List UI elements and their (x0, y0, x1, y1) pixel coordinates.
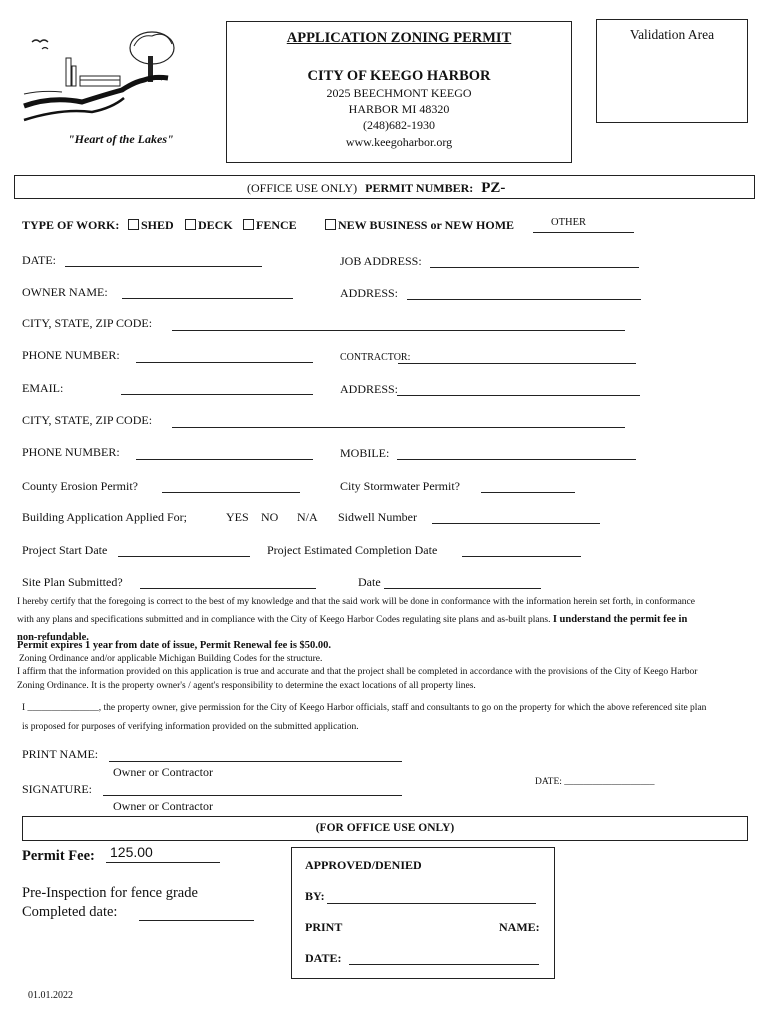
site-date-input[interactable] (384, 588, 541, 589)
affirmation-text: I affirm that the information provided on this application is true and accurate and that the project shall be completed in accordance with the provisions of the City of Keego Harbor Zoning Ordinance. It is the property owner's / agent's responsibility to determine the exact locations of all property lines. (17, 667, 698, 691)
contractor-phone-label: PHONE NUMBER: (22, 445, 120, 459)
contractor-label: CONTRACTOR: (340, 352, 411, 363)
option-shed[interactable]: SHED (128, 218, 174, 233)
city-address-line2: HARBOR MI 48320 (348, 102, 450, 116)
project-completion-input[interactable] (462, 556, 581, 557)
shed-checkbox[interactable] (128, 219, 139, 230)
project-completion-label: Project Estimated Completion Date (267, 543, 438, 557)
building-app-yes[interactable]: YES (226, 510, 249, 524)
city-address-line1: 2025 BEECHMONT KEEGO (326, 86, 472, 100)
validation-area (596, 19, 748, 123)
contractor-phone-input[interactable] (136, 459, 313, 460)
option-fence[interactable]: FENCE (243, 218, 297, 233)
project-start-label: Project Start Date (22, 543, 108, 557)
mobile-input[interactable] (397, 459, 636, 460)
option-other: OTHER (551, 217, 586, 228)
approved-date-input[interactable] (349, 964, 539, 965)
option-new-business-home[interactable]: NEW BUSINESS or NEW HOME (325, 218, 514, 233)
date-input[interactable] (65, 266, 262, 267)
completed-date-label: Completed date: (22, 904, 118, 920)
pre-inspection-label: Pre-Inspection for fence grade (22, 885, 198, 901)
building-app-label: Building Application Applied For; (22, 510, 187, 524)
permit-fee-value[interactable]: 125.00 (110, 844, 153, 860)
address-label: ADDRESS: (340, 286, 399, 300)
deck-checkbox[interactable] (185, 219, 196, 230)
signature-date[interactable]: DATE: ___________________ (535, 777, 655, 787)
print-name-caption: Owner or Contractor (113, 765, 213, 779)
site-plan-input[interactable] (140, 588, 316, 589)
approved-by-input[interactable] (327, 903, 536, 904)
print-name-input[interactable] (109, 761, 402, 762)
signature-caption: Owner or Contractor (113, 799, 213, 813)
email-label: EMAIL: (22, 381, 64, 395)
form-version: 01.01.2022 (28, 990, 73, 1001)
approved-by-label: BY: (305, 889, 325, 903)
phone-number-input[interactable] (136, 362, 313, 363)
non-refundable-notice: I understand the permit fee in non-refundable. (17, 614, 688, 643)
county-erosion-input[interactable] (162, 492, 300, 493)
city-phone: (248)682-1930 (363, 118, 435, 132)
city-state-zip-input[interactable] (172, 330, 625, 331)
permit-number-bar (14, 175, 755, 199)
approved-date-label: DATE: (305, 951, 342, 965)
signature-input[interactable] (103, 795, 402, 796)
city-name: CITY OF KEEGO HARBOR (307, 68, 491, 84)
header-title-box (226, 21, 572, 163)
county-erosion-label: County Erosion Permit? (22, 479, 138, 493)
city-website: www.keegoharbor.org (345, 135, 453, 149)
office-use-bar (22, 816, 748, 841)
new-business-checkbox[interactable] (325, 219, 336, 230)
office-use-title: (FOR OFFICE USE ONLY) (315, 822, 455, 834)
permit-fee-line (106, 862, 220, 863)
site-plan-label: Site Plan Submitted? (22, 575, 123, 589)
site-date-label: Date (358, 575, 381, 589)
permission-text: I _______________, the property owner, give permission for the City of Keego Harbor officials, staff and consultants to go on the property for which the above referenced site plan is proposed for purposes of verifying information provided on the submitted application. (22, 703, 707, 732)
permit-number-row (247, 179, 505, 197)
contractor-address-input[interactable] (397, 395, 640, 396)
approved-name-label: NAME: (499, 920, 540, 934)
job-address-label: JOB ADDRESS: (340, 254, 422, 268)
permit-number-label: PERMIT NUMBER: (365, 181, 474, 195)
signature-label: SIGNATURE: (22, 782, 93, 796)
building-app-na[interactable]: N/A (297, 510, 318, 524)
approval-box (291, 847, 555, 979)
zoning-ordinance-note: Zoning Ordinance and/or applicable Michigan Building Codes for the structure. (19, 654, 323, 664)
validation-label: Validation Area (629, 27, 715, 42)
permit-number-prefix[interactable]: PZ- (481, 180, 506, 196)
approved-print-label: PRINT (305, 920, 343, 934)
phone-number-label: PHONE NUMBER: (22, 348, 120, 362)
print-name-label: PRINT NAME: (22, 747, 99, 761)
contractor-input[interactable] (398, 363, 636, 364)
owner-name-label: OWNER NAME: (22, 285, 108, 299)
form-title: APPLICATION ZONING PERMIT (286, 30, 512, 46)
other-line[interactable] (533, 232, 634, 233)
contractor-city-state-zip-label: CITY, STATE, ZIP CODE: (22, 413, 153, 427)
city-state-zip-label: CITY, STATE, ZIP CODE: (22, 316, 153, 330)
sidwell-input[interactable] (432, 523, 600, 524)
city-stormwater-label: City Stormwater Permit? (340, 479, 460, 493)
city-logo (22, 24, 202, 134)
contractor-city-state-zip-input[interactable] (172, 427, 625, 428)
option-deck[interactable]: DECK (185, 218, 233, 233)
completed-date-input[interactable] (139, 920, 254, 921)
type-of-work-label: TYPE OF WORK: (22, 218, 120, 232)
office-use-label: (OFFICE USE ONLY) (247, 181, 358, 195)
job-address-input[interactable] (430, 267, 639, 268)
project-start-input[interactable] (118, 556, 250, 557)
permit-expiry-notice: Permit expires 1 year from date of issue, Permit Renewal fee is $50.00. (17, 640, 332, 651)
mobile-label: MOBILE: (340, 446, 390, 460)
owner-name-input[interactable] (122, 298, 293, 299)
building-app-no[interactable]: NO (261, 510, 279, 524)
logo-graphic (22, 24, 202, 134)
logo-tagline: "Heart of the Lakes" (68, 132, 174, 146)
approved-denied-label: APPROVED/DENIED (305, 858, 422, 872)
address-input[interactable] (407, 299, 641, 300)
city-stormwater-input[interactable] (481, 492, 575, 493)
date-label: DATE: (22, 253, 56, 267)
contractor-address-label: ADDRESS: (340, 382, 399, 396)
fence-checkbox[interactable] (243, 219, 254, 230)
certification-text: I hereby certify that the foregoing is correct to the best of my knowledge and that the said work will be done in conformance with the information herein set forth, in conformance with any plans and specifications submitted and in compliance with the City of Keego Harbor Codes regulating site plans and as-built plans. I understand the permit fee in non-refundable. (17, 597, 695, 643)
email-input[interactable] (121, 394, 313, 395)
permit-fee-label: Permit Fee: (22, 848, 95, 864)
sidwell-label: Sidwell Number (338, 510, 417, 524)
